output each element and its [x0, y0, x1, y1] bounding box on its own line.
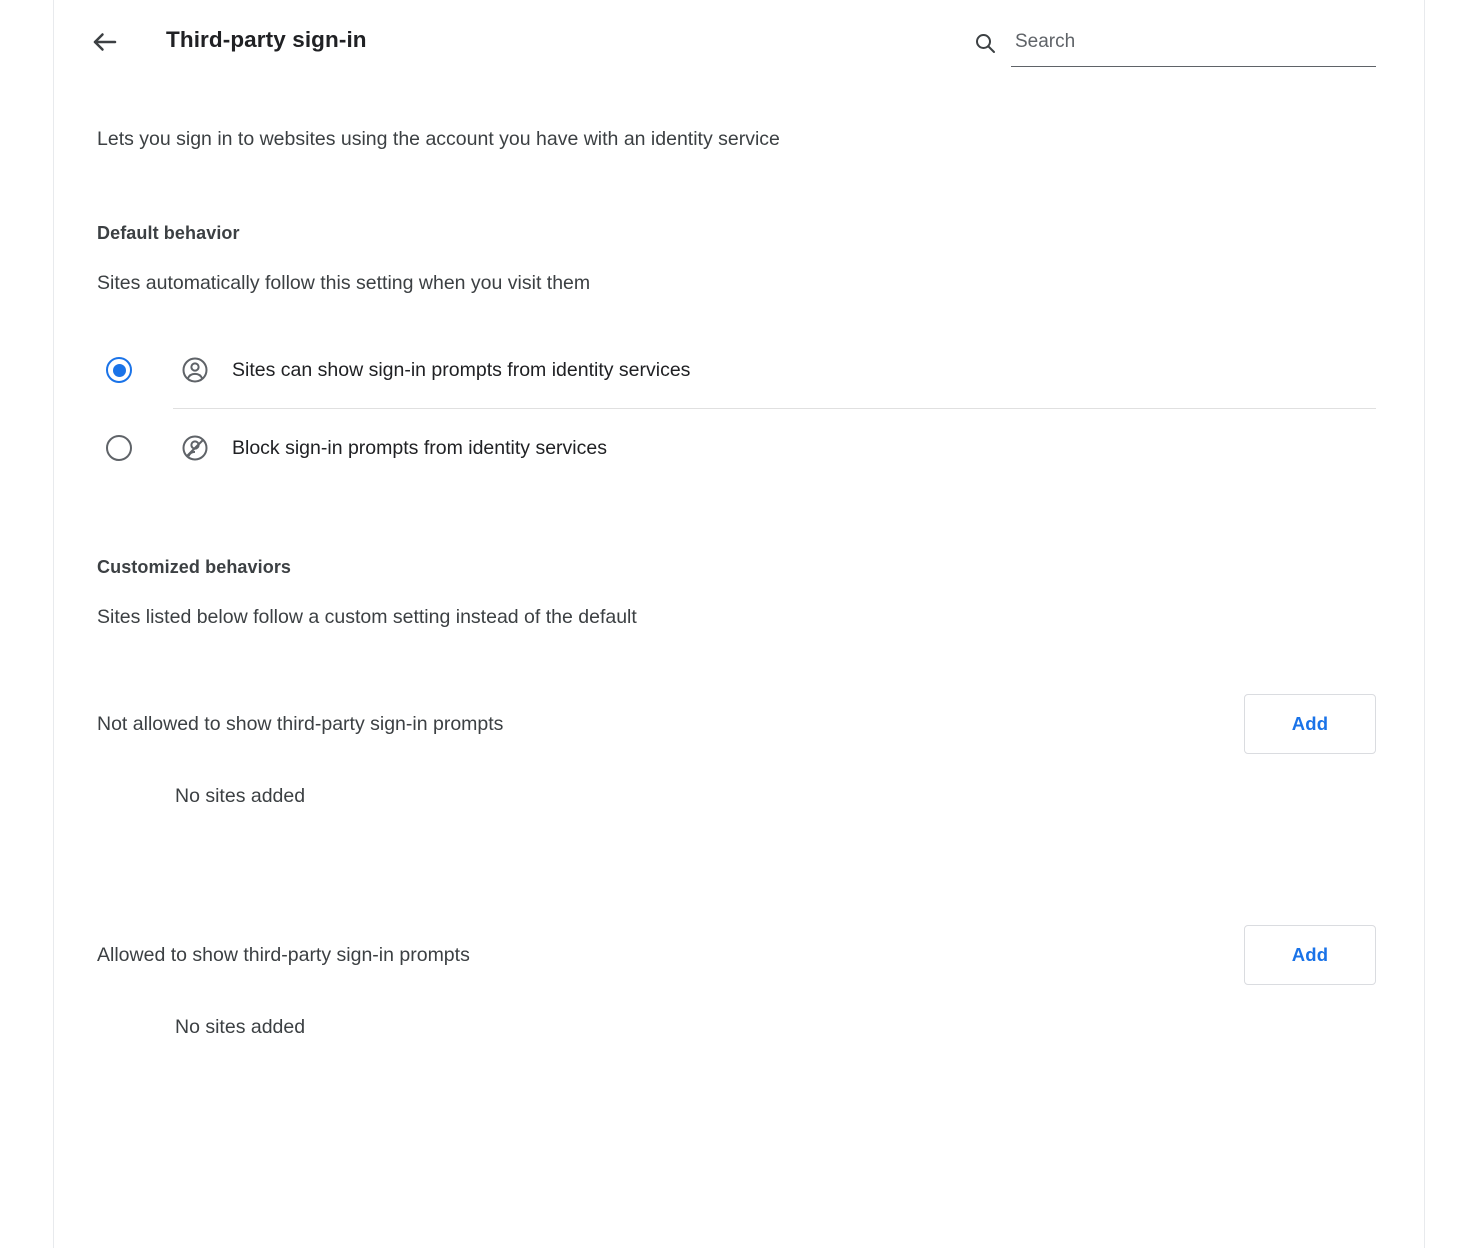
radio-block-label: Block sign-in prompts from identity services — [232, 436, 607, 459]
content-area — [55, 0, 1424, 1248]
add-allowed-site-button[interactable]: Add — [1244, 925, 1376, 985]
customized-behaviors-subtitle: Sites listed below follow a custom setting instead of the default — [97, 606, 637, 629]
search-icon — [973, 31, 997, 55]
allowed-list-empty: No sites added — [175, 1016, 306, 1039]
default-behavior-options — [97, 331, 1376, 487]
blocked-list-header — [97, 693, 1376, 755]
customized-behaviors-title: Customized behaviors — [97, 557, 292, 578]
intro-description: Lets you sign in to websites using the account you have with an identity service — [97, 128, 780, 150]
page-header — [55, 0, 1424, 88]
back-button[interactable] — [81, 20, 129, 68]
radio-allow-label: Sites can show sign-in prompts from identity services — [232, 358, 691, 381]
blocked-list-empty: No sites added — [175, 785, 306, 808]
radio-option-block[interactable] — [97, 409, 1376, 487]
section-spacer — [97, 808, 1376, 860]
allowed-list-label: Allowed to show third-party sign-in prompts — [97, 943, 470, 966]
arrow-back-icon — [90, 27, 120, 62]
radio-option-allow[interactable] — [97, 331, 1376, 409]
default-behavior-title: Default behavior — [97, 223, 240, 244]
left-gutter — [0, 0, 54, 1248]
page-title: Third-party sign-in — [166, 27, 367, 52]
default-behavior-subtitle: Sites automatically follow this setting when you visit them — [97, 272, 591, 295]
settings-body — [55, 126, 1424, 1039]
add-blocked-site-button[interactable]: Add — [1244, 694, 1376, 754]
right-gutter — [1424, 0, 1472, 1248]
radio-block-indicator[interactable] — [106, 435, 132, 461]
search-bar[interactable] — [1011, 24, 1376, 67]
account-circle-blocked-icon — [180, 433, 210, 463]
blocked-list-label: Not allowed to show third-party sign-in prompts — [97, 712, 504, 735]
allowed-list-header — [97, 924, 1376, 986]
radio-allow-indicator[interactable] — [106, 357, 132, 383]
account-circle-icon — [180, 355, 210, 385]
search-input[interactable] — [1011, 31, 1376, 59]
